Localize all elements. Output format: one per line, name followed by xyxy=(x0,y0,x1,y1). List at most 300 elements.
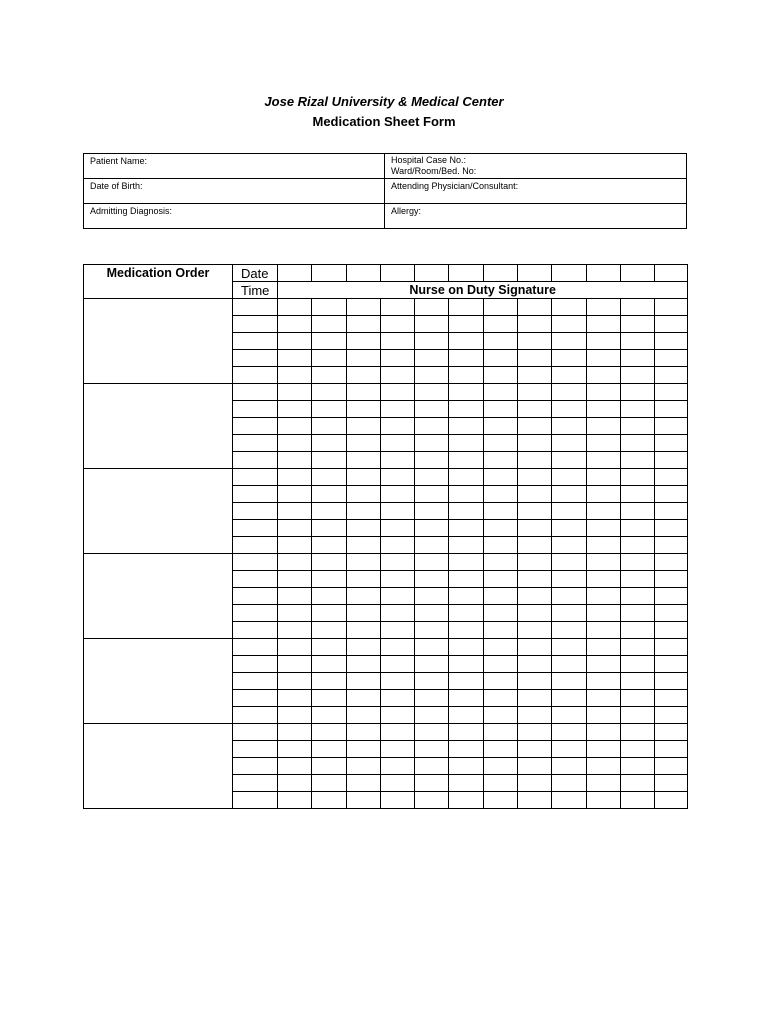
signature-cell[interactable] xyxy=(449,588,483,605)
signature-cell[interactable] xyxy=(552,520,586,537)
time-cell[interactable] xyxy=(233,690,278,707)
signature-cell[interactable] xyxy=(415,384,449,401)
signature-cell[interactable] xyxy=(518,639,552,656)
time-cell[interactable] xyxy=(233,469,278,486)
signature-cell[interactable] xyxy=(620,401,654,418)
signature-cell[interactable] xyxy=(518,741,552,758)
time-cell[interactable] xyxy=(233,520,278,537)
signature-cell[interactable] xyxy=(278,588,312,605)
signature-cell[interactable] xyxy=(483,554,517,571)
signature-cell[interactable] xyxy=(483,299,517,316)
signature-cell[interactable] xyxy=(312,486,346,503)
signature-cell[interactable] xyxy=(380,350,414,367)
signature-cell[interactable] xyxy=(449,333,483,350)
date-of-birth-field[interactable] xyxy=(84,179,385,204)
signature-cell[interactable] xyxy=(586,792,620,809)
signature-cell[interactable] xyxy=(278,622,312,639)
signature-cell[interactable] xyxy=(278,486,312,503)
signature-cell[interactable] xyxy=(552,571,586,588)
signature-cell[interactable] xyxy=(449,520,483,537)
signature-cell[interactable] xyxy=(586,588,620,605)
date-cell[interactable] xyxy=(346,265,380,282)
signature-cell[interactable] xyxy=(483,503,517,520)
signature-cell[interactable] xyxy=(312,758,346,775)
signature-cell[interactable] xyxy=(380,401,414,418)
signature-cell[interactable] xyxy=(346,333,380,350)
signature-cell[interactable] xyxy=(380,724,414,741)
signature-cell[interactable] xyxy=(620,554,654,571)
signature-cell[interactable] xyxy=(655,571,688,588)
signature-cell[interactable] xyxy=(620,622,654,639)
signature-cell[interactable] xyxy=(278,690,312,707)
signature-cell[interactable] xyxy=(346,775,380,792)
signature-cell[interactable] xyxy=(483,418,517,435)
signature-cell[interactable] xyxy=(449,554,483,571)
time-cell[interactable] xyxy=(233,741,278,758)
signature-cell[interactable] xyxy=(312,299,346,316)
signature-cell[interactable] xyxy=(552,503,586,520)
signature-cell[interactable] xyxy=(620,605,654,622)
signature-cell[interactable] xyxy=(655,316,688,333)
time-cell[interactable] xyxy=(233,367,278,384)
signature-cell[interactable] xyxy=(449,622,483,639)
signature-cell[interactable] xyxy=(449,435,483,452)
time-cell[interactable] xyxy=(233,673,278,690)
signature-cell[interactable] xyxy=(586,537,620,554)
signature-cell[interactable] xyxy=(278,520,312,537)
patient-name-field[interactable] xyxy=(84,154,385,179)
signature-cell[interactable] xyxy=(346,435,380,452)
signature-cell[interactable] xyxy=(518,707,552,724)
time-cell[interactable] xyxy=(233,571,278,588)
signature-cell[interactable] xyxy=(449,707,483,724)
time-cell[interactable] xyxy=(233,384,278,401)
signature-cell[interactable] xyxy=(620,333,654,350)
signature-cell[interactable] xyxy=(449,605,483,622)
signature-cell[interactable] xyxy=(586,775,620,792)
signature-cell[interactable] xyxy=(380,622,414,639)
medication-order-cell[interactable] xyxy=(84,639,233,724)
signature-cell[interactable] xyxy=(655,469,688,486)
signature-cell[interactable] xyxy=(483,469,517,486)
signature-cell[interactable] xyxy=(518,299,552,316)
signature-cell[interactable] xyxy=(449,792,483,809)
date-cell[interactable] xyxy=(380,265,414,282)
signature-cell[interactable] xyxy=(620,588,654,605)
signature-cell[interactable] xyxy=(312,690,346,707)
signature-cell[interactable] xyxy=(552,741,586,758)
signature-cell[interactable] xyxy=(346,537,380,554)
signature-cell[interactable] xyxy=(312,741,346,758)
signature-cell[interactable] xyxy=(380,758,414,775)
signature-cell[interactable] xyxy=(380,503,414,520)
signature-cell[interactable] xyxy=(278,792,312,809)
signature-cell[interactable] xyxy=(380,384,414,401)
date-cell[interactable] xyxy=(655,265,688,282)
signature-cell[interactable] xyxy=(586,452,620,469)
signature-cell[interactable] xyxy=(380,571,414,588)
signature-cell[interactable] xyxy=(312,571,346,588)
signature-cell[interactable] xyxy=(655,690,688,707)
signature-cell[interactable] xyxy=(483,775,517,792)
time-cell[interactable] xyxy=(233,554,278,571)
signature-cell[interactable] xyxy=(483,384,517,401)
signature-cell[interactable] xyxy=(380,486,414,503)
signature-cell[interactable] xyxy=(483,588,517,605)
signature-cell[interactable] xyxy=(620,384,654,401)
signature-cell[interactable] xyxy=(483,792,517,809)
signature-cell[interactable] xyxy=(278,503,312,520)
medication-order-cell[interactable] xyxy=(84,724,233,809)
signature-cell[interactable] xyxy=(620,673,654,690)
signature-cell[interactable] xyxy=(415,367,449,384)
signature-cell[interactable] xyxy=(278,673,312,690)
signature-cell[interactable] xyxy=(449,350,483,367)
signature-cell[interactable] xyxy=(380,588,414,605)
date-cell[interactable] xyxy=(449,265,483,282)
date-cell[interactable] xyxy=(586,265,620,282)
signature-cell[interactable] xyxy=(620,724,654,741)
signature-cell[interactable] xyxy=(620,316,654,333)
signature-cell[interactable] xyxy=(655,435,688,452)
signature-cell[interactable] xyxy=(346,384,380,401)
signature-cell[interactable] xyxy=(586,367,620,384)
signature-cell[interactable] xyxy=(415,316,449,333)
signature-cell[interactable] xyxy=(312,792,346,809)
signature-cell[interactable] xyxy=(552,401,586,418)
signature-cell[interactable] xyxy=(449,299,483,316)
signature-cell[interactable] xyxy=(415,656,449,673)
signature-cell[interactable] xyxy=(518,384,552,401)
signature-cell[interactable] xyxy=(312,469,346,486)
signature-cell[interactable] xyxy=(449,775,483,792)
time-cell[interactable] xyxy=(233,350,278,367)
signature-cell[interactable] xyxy=(655,673,688,690)
signature-cell[interactable] xyxy=(278,350,312,367)
signature-cell[interactable] xyxy=(655,605,688,622)
signature-cell[interactable] xyxy=(380,554,414,571)
signature-cell[interactable] xyxy=(346,724,380,741)
signature-cell[interactable] xyxy=(655,758,688,775)
signature-cell[interactable] xyxy=(655,639,688,656)
signature-cell[interactable] xyxy=(346,656,380,673)
medication-order-cell[interactable] xyxy=(84,299,233,384)
signature-cell[interactable] xyxy=(552,588,586,605)
signature-cell[interactable] xyxy=(518,622,552,639)
signature-cell[interactable] xyxy=(586,384,620,401)
signature-cell[interactable] xyxy=(518,333,552,350)
time-cell[interactable] xyxy=(233,656,278,673)
date-cell[interactable] xyxy=(483,265,517,282)
signature-cell[interactable] xyxy=(415,333,449,350)
date-cell[interactable] xyxy=(312,265,346,282)
signature-cell[interactable] xyxy=(415,673,449,690)
signature-cell[interactable] xyxy=(346,554,380,571)
signature-cell[interactable] xyxy=(518,758,552,775)
signature-cell[interactable] xyxy=(449,639,483,656)
signature-cell[interactable] xyxy=(380,316,414,333)
signature-cell[interactable] xyxy=(312,554,346,571)
signature-cell[interactable] xyxy=(415,452,449,469)
signature-cell[interactable] xyxy=(552,367,586,384)
signature-cell[interactable] xyxy=(346,452,380,469)
case-ward-field[interactable] xyxy=(385,154,687,179)
signature-cell[interactable] xyxy=(620,520,654,537)
signature-cell[interactable] xyxy=(586,605,620,622)
signature-cell[interactable] xyxy=(586,469,620,486)
signature-cell[interactable] xyxy=(586,724,620,741)
signature-cell[interactable] xyxy=(312,656,346,673)
signature-cell[interactable] xyxy=(552,775,586,792)
signature-cell[interactable] xyxy=(346,673,380,690)
signature-cell[interactable] xyxy=(312,707,346,724)
signature-cell[interactable] xyxy=(278,571,312,588)
signature-cell[interactable] xyxy=(346,299,380,316)
signature-cell[interactable] xyxy=(552,537,586,554)
signature-cell[interactable] xyxy=(312,605,346,622)
signature-cell[interactable] xyxy=(278,418,312,435)
signature-cell[interactable] xyxy=(312,435,346,452)
signature-cell[interactable] xyxy=(380,452,414,469)
signature-cell[interactable] xyxy=(312,333,346,350)
signature-cell[interactable] xyxy=(620,486,654,503)
signature-cell[interactable] xyxy=(552,333,586,350)
signature-cell[interactable] xyxy=(380,673,414,690)
signature-cell[interactable] xyxy=(449,537,483,554)
signature-cell[interactable] xyxy=(312,401,346,418)
signature-cell[interactable] xyxy=(278,316,312,333)
signature-cell[interactable] xyxy=(518,503,552,520)
signature-cell[interactable] xyxy=(449,452,483,469)
signature-cell[interactable] xyxy=(346,588,380,605)
signature-cell[interactable] xyxy=(586,299,620,316)
time-cell[interactable] xyxy=(233,401,278,418)
signature-cell[interactable] xyxy=(312,673,346,690)
signature-cell[interactable] xyxy=(346,469,380,486)
signature-cell[interactable] xyxy=(380,775,414,792)
signature-cell[interactable] xyxy=(552,452,586,469)
signature-cell[interactable] xyxy=(278,724,312,741)
signature-cell[interactable] xyxy=(312,537,346,554)
signature-cell[interactable] xyxy=(655,384,688,401)
signature-cell[interactable] xyxy=(346,622,380,639)
signature-cell[interactable] xyxy=(449,673,483,690)
signature-cell[interactable] xyxy=(449,656,483,673)
signature-cell[interactable] xyxy=(449,469,483,486)
signature-cell[interactable] xyxy=(278,758,312,775)
signature-cell[interactable] xyxy=(483,605,517,622)
signature-cell[interactable] xyxy=(415,741,449,758)
signature-cell[interactable] xyxy=(278,605,312,622)
signature-cell[interactable] xyxy=(483,401,517,418)
signature-cell[interactable] xyxy=(620,469,654,486)
signature-cell[interactable] xyxy=(346,316,380,333)
signature-cell[interactable] xyxy=(655,350,688,367)
signature-cell[interactable] xyxy=(483,707,517,724)
signature-cell[interactable] xyxy=(346,401,380,418)
signature-cell[interactable] xyxy=(278,299,312,316)
signature-cell[interactable] xyxy=(483,758,517,775)
signature-cell[interactable] xyxy=(278,741,312,758)
signature-cell[interactable] xyxy=(518,520,552,537)
signature-cell[interactable] xyxy=(415,605,449,622)
medication-order-cell[interactable] xyxy=(84,384,233,469)
admitting-diagnosis-field[interactable] xyxy=(84,204,385,229)
signature-cell[interactable] xyxy=(415,707,449,724)
signature-cell[interactable] xyxy=(312,316,346,333)
signature-cell[interactable] xyxy=(620,775,654,792)
signature-cell[interactable] xyxy=(518,452,552,469)
signature-cell[interactable] xyxy=(655,741,688,758)
signature-cell[interactable] xyxy=(278,401,312,418)
signature-cell[interactable] xyxy=(586,333,620,350)
signature-cell[interactable] xyxy=(483,350,517,367)
signature-cell[interactable] xyxy=(380,299,414,316)
signature-cell[interactable] xyxy=(449,724,483,741)
time-cell[interactable] xyxy=(233,622,278,639)
signature-cell[interactable] xyxy=(346,418,380,435)
signature-cell[interactable] xyxy=(620,639,654,656)
signature-cell[interactable] xyxy=(415,350,449,367)
signature-cell[interactable] xyxy=(449,758,483,775)
signature-cell[interactable] xyxy=(380,418,414,435)
signature-cell[interactable] xyxy=(312,775,346,792)
signature-cell[interactable] xyxy=(449,571,483,588)
signature-cell[interactable] xyxy=(380,469,414,486)
signature-cell[interactable] xyxy=(449,367,483,384)
signature-cell[interactable] xyxy=(586,622,620,639)
signature-cell[interactable] xyxy=(552,605,586,622)
signature-cell[interactable] xyxy=(415,520,449,537)
signature-cell[interactable] xyxy=(346,741,380,758)
signature-cell[interactable] xyxy=(552,384,586,401)
signature-cell[interactable] xyxy=(655,486,688,503)
signature-cell[interactable] xyxy=(346,503,380,520)
signature-cell[interactable] xyxy=(415,571,449,588)
signature-cell[interactable] xyxy=(380,707,414,724)
signature-cell[interactable] xyxy=(415,299,449,316)
signature-cell[interactable] xyxy=(586,690,620,707)
time-cell[interactable] xyxy=(233,724,278,741)
signature-cell[interactable] xyxy=(483,435,517,452)
signature-cell[interactable] xyxy=(278,384,312,401)
signature-cell[interactable] xyxy=(346,707,380,724)
signature-cell[interactable] xyxy=(552,316,586,333)
signature-cell[interactable] xyxy=(655,775,688,792)
signature-cell[interactable] xyxy=(380,333,414,350)
signature-cell[interactable] xyxy=(346,520,380,537)
signature-cell[interactable] xyxy=(655,418,688,435)
signature-cell[interactable] xyxy=(620,707,654,724)
signature-cell[interactable] xyxy=(449,418,483,435)
allergy-field[interactable] xyxy=(385,204,687,229)
signature-cell[interactable] xyxy=(586,639,620,656)
signature-cell[interactable] xyxy=(518,435,552,452)
signature-cell[interactable] xyxy=(586,503,620,520)
signature-cell[interactable] xyxy=(655,520,688,537)
signature-cell[interactable] xyxy=(518,792,552,809)
signature-cell[interactable] xyxy=(518,673,552,690)
signature-cell[interactable] xyxy=(655,537,688,554)
signature-cell[interactable] xyxy=(449,503,483,520)
signature-cell[interactable] xyxy=(518,571,552,588)
signature-cell[interactable] xyxy=(518,537,552,554)
signature-cell[interactable] xyxy=(586,350,620,367)
signature-cell[interactable] xyxy=(655,333,688,350)
signature-cell[interactable] xyxy=(655,656,688,673)
signature-cell[interactable] xyxy=(380,639,414,656)
signature-cell[interactable] xyxy=(620,571,654,588)
signature-cell[interactable] xyxy=(586,741,620,758)
signature-cell[interactable] xyxy=(655,452,688,469)
signature-cell[interactable] xyxy=(278,554,312,571)
signature-cell[interactable] xyxy=(278,469,312,486)
date-cell[interactable] xyxy=(278,265,312,282)
signature-cell[interactable] xyxy=(655,724,688,741)
signature-cell[interactable] xyxy=(346,571,380,588)
signature-cell[interactable] xyxy=(483,486,517,503)
signature-cell[interactable] xyxy=(415,418,449,435)
signature-cell[interactable] xyxy=(415,588,449,605)
signature-cell[interactable] xyxy=(655,554,688,571)
signature-cell[interactable] xyxy=(312,367,346,384)
signature-cell[interactable] xyxy=(312,384,346,401)
signature-cell[interactable] xyxy=(312,724,346,741)
time-cell[interactable] xyxy=(233,333,278,350)
signature-cell[interactable] xyxy=(415,435,449,452)
signature-cell[interactable] xyxy=(586,673,620,690)
signature-cell[interactable] xyxy=(380,690,414,707)
signature-cell[interactable] xyxy=(552,418,586,435)
signature-cell[interactable] xyxy=(415,486,449,503)
signature-cell[interactable] xyxy=(586,316,620,333)
signature-cell[interactable] xyxy=(518,605,552,622)
time-cell[interactable] xyxy=(233,299,278,316)
signature-cell[interactable] xyxy=(312,418,346,435)
signature-cell[interactable] xyxy=(552,622,586,639)
signature-cell[interactable] xyxy=(312,503,346,520)
signature-cell[interactable] xyxy=(449,401,483,418)
signature-cell[interactable] xyxy=(620,503,654,520)
medication-order-cell[interactable] xyxy=(84,554,233,639)
signature-cell[interactable] xyxy=(586,656,620,673)
signature-cell[interactable] xyxy=(586,758,620,775)
signature-cell[interactable] xyxy=(415,537,449,554)
medication-order-cell[interactable] xyxy=(84,469,233,554)
signature-cell[interactable] xyxy=(518,418,552,435)
time-cell[interactable] xyxy=(233,503,278,520)
signature-cell[interactable] xyxy=(586,435,620,452)
time-cell[interactable] xyxy=(233,486,278,503)
signature-cell[interactable] xyxy=(415,469,449,486)
signature-cell[interactable] xyxy=(655,367,688,384)
signature-cell[interactable] xyxy=(483,656,517,673)
signature-cell[interactable] xyxy=(552,554,586,571)
signature-cell[interactable] xyxy=(483,571,517,588)
time-cell[interactable] xyxy=(233,792,278,809)
signature-cell[interactable] xyxy=(518,724,552,741)
signature-cell[interactable] xyxy=(620,452,654,469)
signature-cell[interactable] xyxy=(586,707,620,724)
signature-cell[interactable] xyxy=(518,588,552,605)
signature-cell[interactable] xyxy=(312,622,346,639)
signature-cell[interactable] xyxy=(586,571,620,588)
signature-cell[interactable] xyxy=(346,605,380,622)
signature-cell[interactable] xyxy=(518,469,552,486)
signature-cell[interactable] xyxy=(415,724,449,741)
signature-cell[interactable] xyxy=(483,537,517,554)
signature-cell[interactable] xyxy=(415,775,449,792)
